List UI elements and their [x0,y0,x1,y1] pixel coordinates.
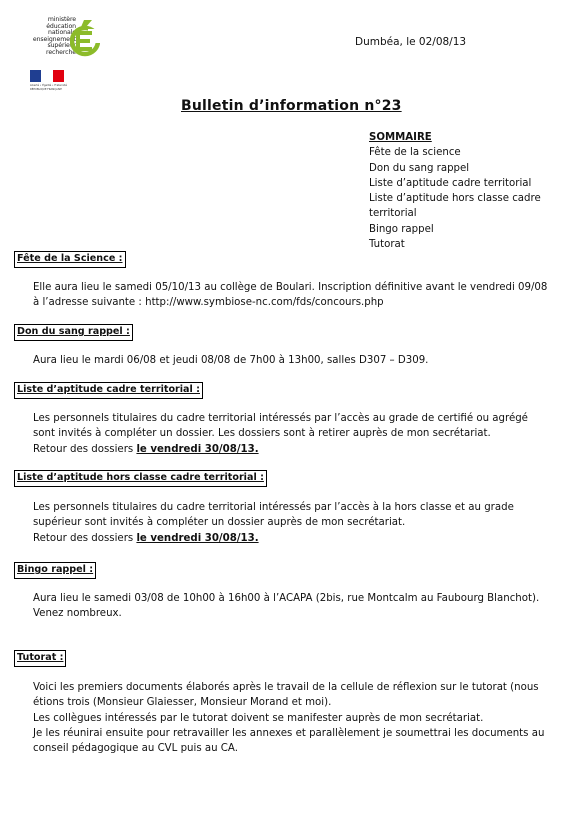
body-line: Je les réunirai ensuite pour retravailler les annexes et parallèlement je soumettrai les documents au [33,727,545,739]
sommaire [369,130,559,252]
body-line: Les personnels titulaires du cadre territorial intéressés par l’accès à la hors classe et au grade [33,502,514,513]
section-body-don-sang [33,353,553,368]
section-body-fete-science [33,280,553,311]
section-title-fete-science: Fête de la Science : [14,251,126,268]
section-title-hors-classe: Liste d’aptitude hors classe cadre territorial : [14,470,267,487]
section-body-liste-aptitude [33,411,553,457]
logo-line: supérieur [47,42,76,50]
flag-white-band [41,70,53,82]
body-line: supérieur sont invités à compléter un dossier auprès de mon secrétariat. [33,517,406,529]
logo-line: enseignement [32,35,76,43]
section-title-liste-aptitude: Liste d’aptitude cadre territorial : [14,382,203,399]
e-logo-mark [70,17,100,61]
republique-francaise-logo [30,70,67,92]
page-title: Bulletin d’information n°23 [181,98,402,114]
flag-red-band [53,70,64,82]
retour-line [33,531,553,546]
body-line: à l’adresse suivante : http://www.symbiose-nc.com/fds/concours.php [33,297,384,309]
section-title-don-sang: Don du sang rappel : [14,324,133,341]
retour-prefix: Retour des dossiers [33,532,137,544]
republic-motto: Liberté • Égalité • Fraternité [30,84,67,87]
sommaire-item: Liste d’aptitude hors classe cadre [369,193,541,205]
body-line: Elle aura lieu le samedi 05/10/13 au collège de Boulari. Inscription définitive avant le vendredi 09/08 [33,282,548,293]
sommaire-item: Fête de la science [369,147,461,159]
logo-line: éducation [46,22,76,30]
flag-blue-band [30,70,41,82]
section-body-tutorat [33,680,553,756]
body-line: Aura lieu le samedi 03/08 de 10h00 à 16h00 à l’ACAPA (2bis, rue Montcalm au Faubourg Blanchot). [33,593,540,604]
document-date: Dumbéa, le 02/08/13 [355,36,467,48]
body-line: Aura lieu le mardi 06/08 et jeudi 08/08 de 7h00 à 13h00, salles D307 – D309. [33,355,429,366]
body-line: Venez nombreux. [33,608,122,620]
sommaire-item: Don du sang rappel [369,162,470,174]
sommaire-item: Liste d’aptitude cadre territorial [369,177,532,189]
sommaire-heading: SOMMAIRE [369,132,432,143]
section-body-bingo [33,591,553,622]
body-line: Les collègues intéressés par le tutorat doivent se manifester auprès de mon secrétariat. [33,712,484,724]
logo-line: recherche [46,48,76,56]
sommaire-item: territorial [369,208,417,220]
body-line: sont invités à compléter un dossier. Les dossiers sont à retirer auprès de mon secrétariat. [33,428,491,440]
sommaire-item: Tutorat [369,239,405,251]
body-line: Les personnels titulaires du cadre territorial intéressés par l’accès au grade de certifié ou agrégé [33,413,528,424]
section-body-hors-classe [33,500,553,546]
logo-line: ministère [47,16,76,23]
republic-name: RÉPUBLIQUE FRANÇAISE [30,88,62,91]
section-title-tutorat: Tutorat : [14,650,66,667]
body-line: conseil pédagogique au CVL puis au CA. [33,743,238,755]
logo-line: nationale [48,29,76,37]
retour-date: le vendredi 30/08/13. [136,532,259,544]
ministry-logo [20,15,100,75]
retour-prefix: Retour des dossiers [33,443,137,455]
section-title-bingo: Bingo rappel : [14,562,96,579]
body-line: Voici les premiers documents élaborés après le travail de la cellule de réflexion sur le tutorat (nous [33,682,539,693]
body-line: étions trois (Monsieur Glaiesser, Monsieur Morand et moi). [33,697,332,709]
retour-date: le vendredi 30/08/13. [136,443,259,455]
sommaire-item: Bingo rappel [369,223,434,235]
retour-line [33,442,553,457]
